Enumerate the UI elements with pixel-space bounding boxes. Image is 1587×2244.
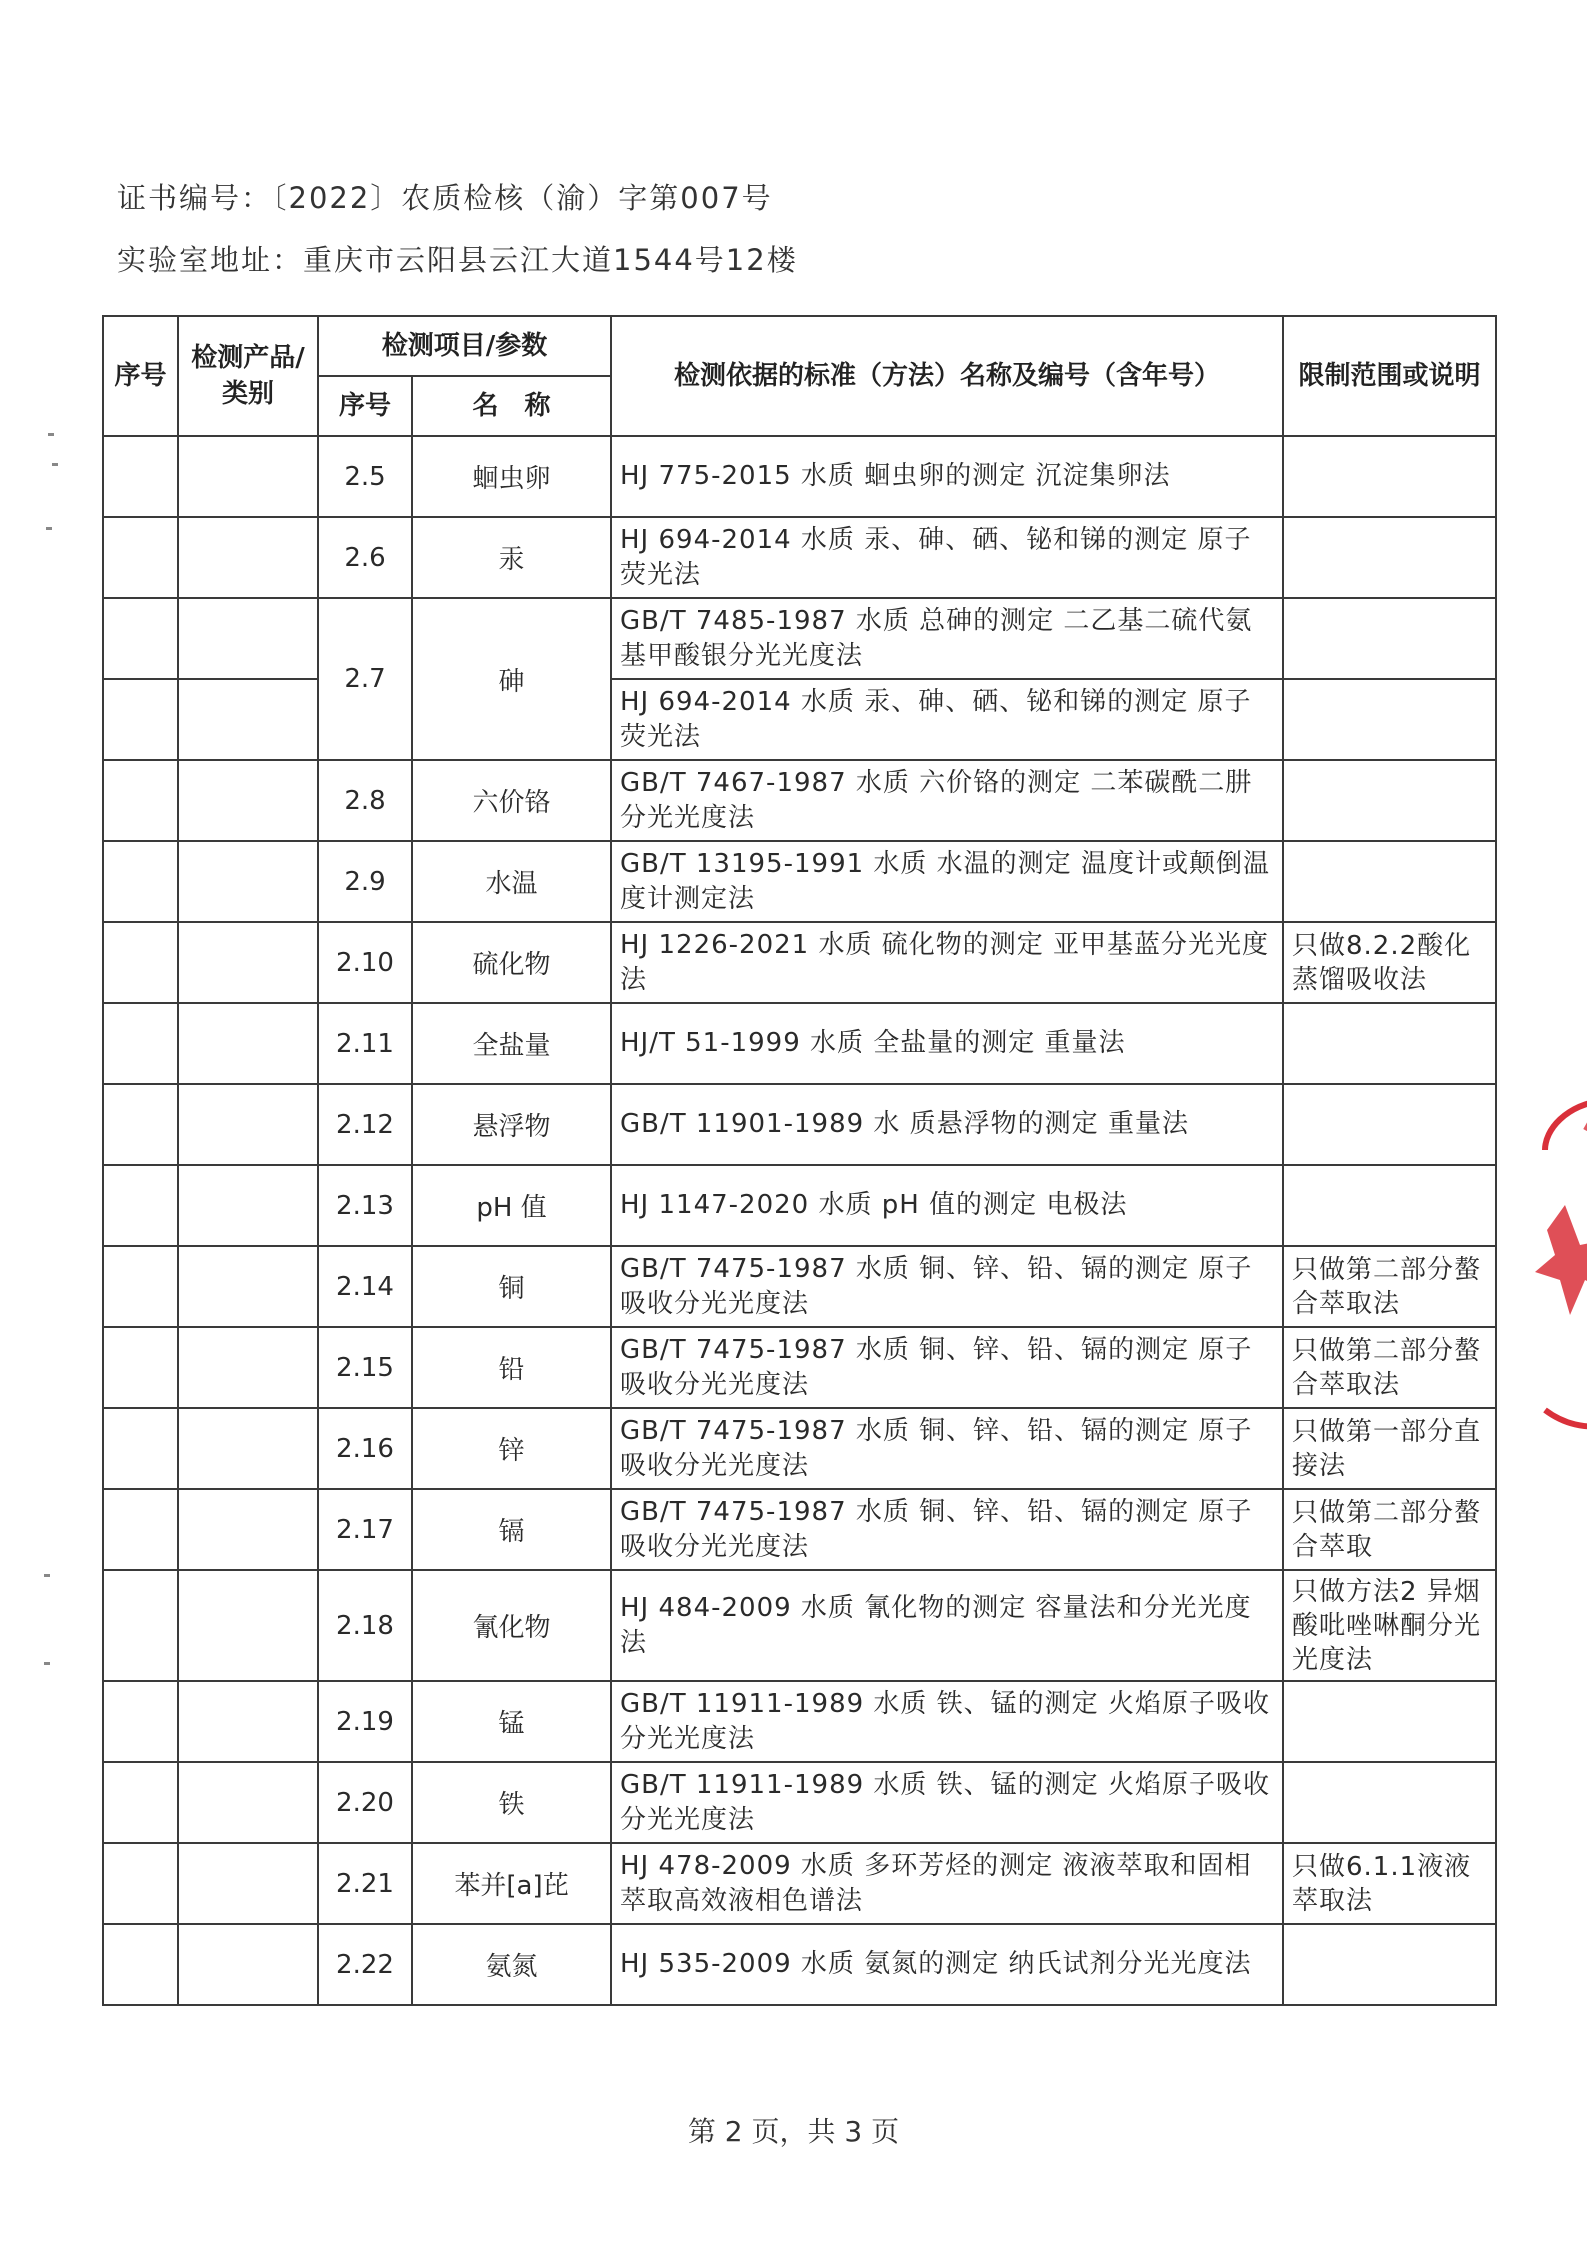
limit-note: 只做方法2 异烟酸吡唑啉酮分光光度法 <box>1283 1570 1496 1681</box>
standard-method: GB/T 11901-1989 水 质悬浮物的测定 重量法 <box>611 1084 1283 1165</box>
item-number: 2.17 <box>318 1489 412 1570</box>
item-number: 2.20 <box>318 1762 412 1843</box>
item-number: 2.6 <box>318 517 412 598</box>
capability-table <box>102 315 1497 2006</box>
item-number: 2.10 <box>318 922 412 1003</box>
standard-method: HJ/T 51-1999 水质 全盐量的测定 重量法 <box>611 1003 1283 1084</box>
standard-method: GB/T 11911-1989 水质 铁、锰的测定 火焰原子吸收 分光光度法 <box>611 1681 1283 1762</box>
item-name: 锌 <box>412 1408 611 1489</box>
page-number: 第 2 页，共 3 页 <box>687 2115 900 2148</box>
item-name: 蛔虫卵 <box>412 436 611 517</box>
item-name: 硫化物 <box>412 922 611 1003</box>
table-row <box>103 1924 1496 2005</box>
limit-note <box>1283 1165 1496 1246</box>
limit-note: 只做第一部分直接法 <box>1283 1408 1496 1489</box>
item-name: 铁 <box>412 1762 611 1843</box>
certificate-number: 证书编号：〔2022〕农质检核（渝）字第007号 <box>117 181 773 215</box>
item-name: 苯并[a]芘 <box>412 1843 611 1924</box>
item-name: 锰 <box>412 1681 611 1762</box>
limit-note <box>1283 436 1496 517</box>
standard-method: GB/T 13195-1991 水质 水温的测定 温度计或颠倒温度计测定法 <box>611 841 1283 922</box>
item-number: 2.7 <box>318 598 412 760</box>
item-number: 2.13 <box>318 1165 412 1246</box>
limit-note <box>1283 517 1496 598</box>
table-row <box>103 760 1496 841</box>
item-name: 悬浮物 <box>412 1084 611 1165</box>
standard-method: HJ 694-2014 水质 汞、砷、硒、铋和锑的测定 原子荧光法 <box>611 517 1283 598</box>
table-row <box>103 1003 1496 1084</box>
header-product: 检测产品/类别 <box>178 316 318 436</box>
item-name: 全盐量 <box>412 1003 611 1084</box>
item-name: 氰化物 <box>412 1570 611 1681</box>
limit-note <box>1283 1084 1496 1165</box>
limit-note: 只做第二部分螯合萃取法 <box>1283 1327 1496 1408</box>
standard-method: HJ 1226-2021 水质 硫化物的测定 亚甲基蓝分光光度法 <box>611 922 1283 1003</box>
standard-method: HJ 478-2009 水质 多环芳烃的测定 液液萃取和固相萃取高效液相色谱法 <box>611 1843 1283 1924</box>
item-name: pH 值 <box>412 1165 611 1246</box>
table-row <box>103 679 1496 760</box>
table-row <box>103 1762 1496 1843</box>
limit-note <box>1283 1003 1496 1084</box>
header-item-name: 名 称 <box>412 376 611 436</box>
item-name: 汞 <box>412 517 611 598</box>
standard-method: HJ 535-2009 水质 氨氮的测定 纳氏试剂分光光度法 <box>611 1924 1283 2005</box>
item-name: 氨氮 <box>412 1924 611 2005</box>
item-number: 2.14 <box>318 1246 412 1327</box>
item-number: 2.5 <box>318 436 412 517</box>
table-row <box>103 1408 1496 1489</box>
laboratory-address: 实验室地址：重庆市云阳县云江大道1544号12楼 <box>117 243 798 277</box>
item-name: 镉 <box>412 1489 611 1570</box>
header-standard: 检测依据的标准（方法）名称及编号（含年号） <box>611 316 1283 436</box>
limit-note: 只做8.2.2酸化蒸馏吸收法 <box>1283 922 1496 1003</box>
item-number: 2.15 <box>318 1327 412 1408</box>
limit-note <box>1283 1924 1496 2005</box>
table-row <box>103 1570 1496 1681</box>
item-number: 2.21 <box>318 1843 412 1924</box>
table-row <box>103 517 1496 598</box>
red-seal-icon <box>1525 1090 1587 1440</box>
header-item-group: 检测项目/参数 <box>318 316 611 376</box>
table-row <box>103 1489 1496 1570</box>
header-limit: 限制范围或说明 <box>1283 316 1496 436</box>
standard-method: GB/T 7475-1987 水质 铜、锌、铅、镉的测定 原子吸收分光光度法 <box>611 1327 1283 1408</box>
table-row <box>103 1843 1496 1924</box>
table-row <box>103 841 1496 922</box>
standard-method: HJ 775-2015 水质 蛔虫卵的测定 沉淀集卵法 <box>611 436 1283 517</box>
standard-method: HJ 694-2014 水质 汞、砷、硒、铋和锑的测定 原子荧光法 <box>611 679 1283 760</box>
item-name: 铅 <box>412 1327 611 1408</box>
item-number: 2.19 <box>318 1681 412 1762</box>
item-number: 2.8 <box>318 760 412 841</box>
item-number: 2.18 <box>318 1570 412 1681</box>
limit-note <box>1283 679 1496 760</box>
header-item-seq: 序号 <box>318 376 412 436</box>
limit-note <box>1283 1762 1496 1843</box>
limit-note: 只做6.1.1液液萃取法 <box>1283 1843 1496 1924</box>
table-row <box>103 1246 1496 1327</box>
table-row <box>103 598 1496 679</box>
item-number: 2.11 <box>318 1003 412 1084</box>
limit-note: 只做第二部分螯合萃取法 <box>1283 1246 1496 1327</box>
limit-note <box>1283 598 1496 679</box>
limit-note <box>1283 760 1496 841</box>
limit-note <box>1283 841 1496 922</box>
item-name: 水温 <box>412 841 611 922</box>
standard-method: GB/T 7485-1987 水质 总砷的测定 二乙基二硫代氨基甲酸银分光光度法 <box>611 598 1283 679</box>
table-row <box>103 1165 1496 1246</box>
limit-note: 只做第二部分螯合萃取 <box>1283 1489 1496 1570</box>
item-number: 2.16 <box>318 1408 412 1489</box>
table-row <box>103 1681 1496 1762</box>
table-row <box>103 922 1496 1003</box>
table-row <box>103 1084 1496 1165</box>
standard-method: HJ 484-2009 水质 氰化物的测定 容量法和分光光度法 <box>611 1570 1283 1681</box>
standard-method: GB/T 11911-1989 水质 铁、锰的测定 火焰原子吸收 分光光度法 <box>611 1762 1283 1843</box>
table-row <box>103 1327 1496 1408</box>
standard-method: GB/T 7475-1987 水质 铜、锌、铅、镉的测定 原子吸收分光光度法 <box>611 1489 1283 1570</box>
item-number: 2.22 <box>318 1924 412 2005</box>
standard-method: GB/T 7467-1987 水质 六价铬的测定 二苯碳酰二肼分光光度法 <box>611 760 1283 841</box>
item-number: 2.12 <box>318 1084 412 1165</box>
header-seq: 序号 <box>103 316 178 436</box>
item-name: 铜 <box>412 1246 611 1327</box>
standard-method: HJ 1147-2020 水质 pH 值的测定 电极法 <box>611 1165 1283 1246</box>
limit-note <box>1283 1681 1496 1762</box>
table-row <box>103 436 1496 517</box>
item-name: 六价铬 <box>412 760 611 841</box>
standard-method: GB/T 7475-1987 水质 铜、锌、铅、镉的测定 原子吸收分光光度法 <box>611 1246 1283 1327</box>
standard-method: GB/T 7475-1987 水质 铜、锌、铅、镉的测定 原子吸收分光光度法 <box>611 1408 1283 1489</box>
item-name: 砷 <box>412 598 611 760</box>
item-number: 2.9 <box>318 841 412 922</box>
